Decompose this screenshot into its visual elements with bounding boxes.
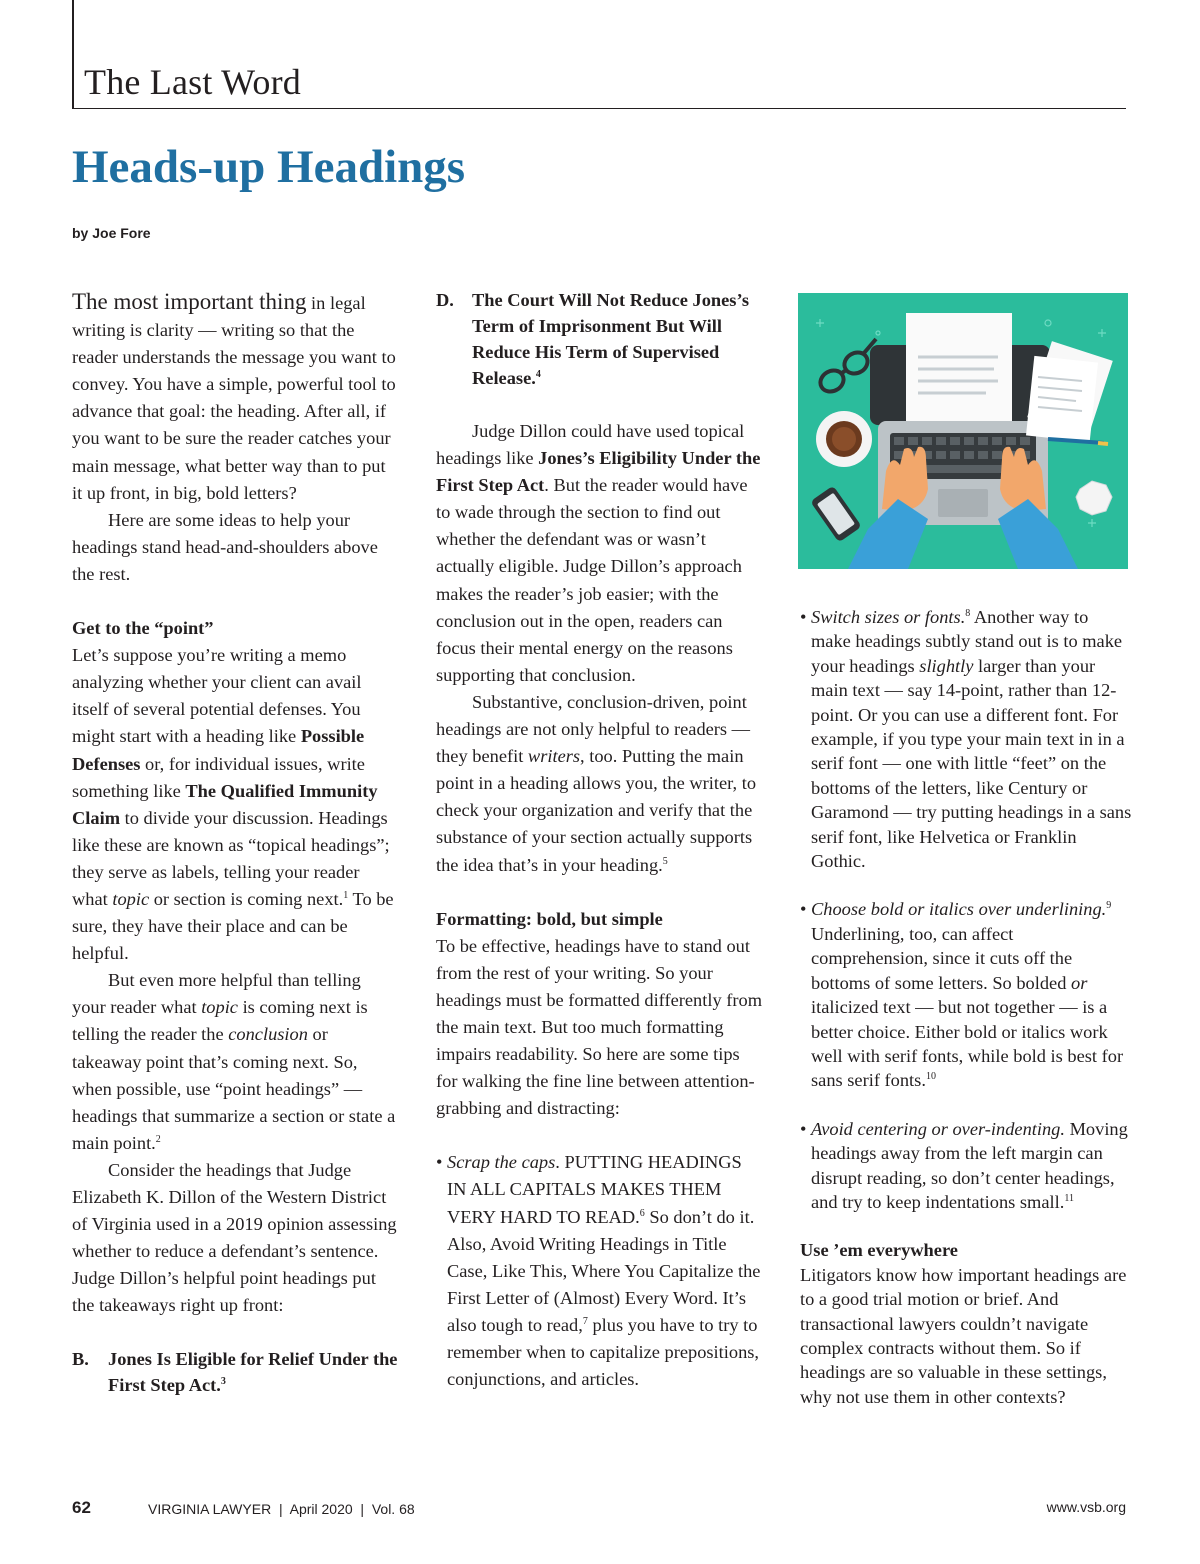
column-3 <box>800 605 1132 1409</box>
header-horizontal-rule <box>72 108 1126 109</box>
paragraph: Substantive, conclusion-driven, point headings are not only helpful to readers — they benefit writers, too. Putting the main point in a heading allows you, the writer, to check your organization and verify that the substance of your section actually supports the idea that’s in your heading.$^5$ <box>436 691 757 875</box>
lead-in: The most important thing <box>72 289 307 314</box>
page-number: 62 <box>72 1498 91 1517</box>
column-1 <box>72 288 398 1398</box>
footnote-ref: 10 <box>925 1071 936 1083</box>
bullet-item: • Avoid centering or over-indenting. Moving headings away from the left margin can disrupt reading, so don’t center headings, and try to keep indentations small.$^{11}$ <box>800 1118 1128 1212</box>
footnote-ref: 6 <box>639 1207 645 1219</box>
header-vertical-rule <box>72 0 74 108</box>
footnote-ref: 5 <box>662 855 668 867</box>
paragraph: Judge Dillon could have used topical headings like Jones’s Eligibility Under the First Step Act. But the reader would have to wade through the section to find out whether the defendant was or wasn’t actually eligible. Judge Dillon’s approach makes the reader’s job easier; with the conclusion out in the open, readers can focus their mental energy on the reasons supporting that conclusion. <box>436 421 761 685</box>
footnote-ref: 1 <box>343 889 349 901</box>
paragraph: Let’s suppose you’re writing a memo analyzing whether your client can avail itself of several potential defenses. You might start with a heading like Possible Defenses or, for individual issues, write something like The Qualified Immunity Claim to divide your discussion. Headings like these are known as “topical headings”; they serve as labels, telling your reader what topic or section is coming next.$^1$ To be sure, they have their place and can be helpful. <box>72 645 394 964</box>
footnote-ref: 3 <box>220 1376 226 1388</box>
paragraph: To be effective, headings have to stand out from the rest of your writing. So your headings must be formatted differently from the main text. But too much formatting impairs readability. So here are some tips for walking the fine line between attention-grabbing and distracting: <box>436 935 763 1119</box>
paragraph: Consider the headings that Judge Elizabeth K. Dillon of the Western District of Virginia used in a 2019 opinion assessing whether to reduce a defendant’s sentence. Judge Dillon’s helpful point headings put the takeaways right up front: <box>72 1159 397 1316</box>
footnote-ref: 7 <box>582 1315 588 1327</box>
footnote-ref: 8 <box>965 608 971 619</box>
paragraph: Here are some ideas to help your headings stand head-and-shoulders above the rest. <box>72 509 378 584</box>
example-heading-d: D. The Court Will Not Reduce Jones’s Term of Imprisonment But Will Reduce His Term of Supervised Release.$^4$ <box>436 290 750 388</box>
website-link[interactable]: www.vsb.org <box>1046 1499 1126 1515</box>
footnote-ref: 9 <box>1106 900 1112 912</box>
column-2 <box>436 287 764 1393</box>
example-heading-b: B. Jones Is Eligible for Relief Under the First Step Act.$^3$ <box>72 1349 398 1396</box>
bullet-item: • Choose bold or italics over underlining.$^9$ Underlining, too, can affect comprehension, since it cuts off the bottoms of some letters. So bolded or italicized text — but not together — is a better choice. Either bold or italics work well with serif fonts, while bold is best for sans serif fonts.$^{10}$ <box>800 899 1124 1091</box>
paragraph: But even more helpful than telling your reader what topic is coming next is telling the reader the conclusion or takeaway point that’s coming next. So, when possible, use “point headings” — headings that summarize a section or state a main point.$^2$ <box>72 970 396 1153</box>
section-title: The Last Word <box>84 62 301 102</box>
footnote-ref: 4 <box>535 369 541 380</box>
footnote-ref: 11 <box>1064 1192 1074 1204</box>
typewriter-laptop-desk-illustration <box>798 293 1128 569</box>
bullet-item: • Switch sizes or fonts.$^8$ Another way to make headings subtly stand out is to make your headings slightly larger than your main text — say 14-point, rather than 12-point. Or you can use a different font. For example, if you type your main text in in a serif font — one with little “feet” on the bottoms of the letters, like Century or Garamond — try putting headings in a sans serif font, like Helvetica or Franklin Gothic. <box>800 607 1132 872</box>
bullet-item: • Scrap the caps. PUTTING HEADINGS IN ALL CAPITALS MAKES THEM VERY HARD TO READ.$^6$ So don’t do it. Also, Avoid Writing Headings in Title Case, Like This, Where You Capitalize the First Letter of (Almost) Every Word. It’s also tough to read,$^7$ plus you have to try to remember when to capitalize prepositions, conjunctions, and articles. <box>436 1152 761 1390</box>
subheading-formatting: Formatting: bold, but simple <box>436 908 663 929</box>
paragraph: Litigators know how important headings are to a good trial motion or brief. And transactional lawyers couldn’t navigate complex contracts without them. So if headings are so valuable in these settings, why not use them in other contexts? <box>800 1264 1127 1407</box>
article-title: Heads-up Headings <box>72 141 466 193</box>
subheading-use: Use ’em everywhere <box>800 1240 958 1261</box>
subheading-point: Get to the “point” <box>72 618 214 639</box>
byline: by Joe Fore <box>72 225 151 241</box>
lead-paragraph: The most important thing in legal writing is clarity — writing so that the reader understands the message you want to convey. You have a simple, powerful tool to advance that goal: the heading. After all, if you want to be sure the reader catches your main message, what better way than to put it up front, in big, bold letters? <box>72 289 396 503</box>
footnote-ref: 2 <box>155 1133 161 1145</box>
magazine-info: VIRGINIA LAWYER | April 2020 | Vol. 68 <box>148 1501 415 1517</box>
